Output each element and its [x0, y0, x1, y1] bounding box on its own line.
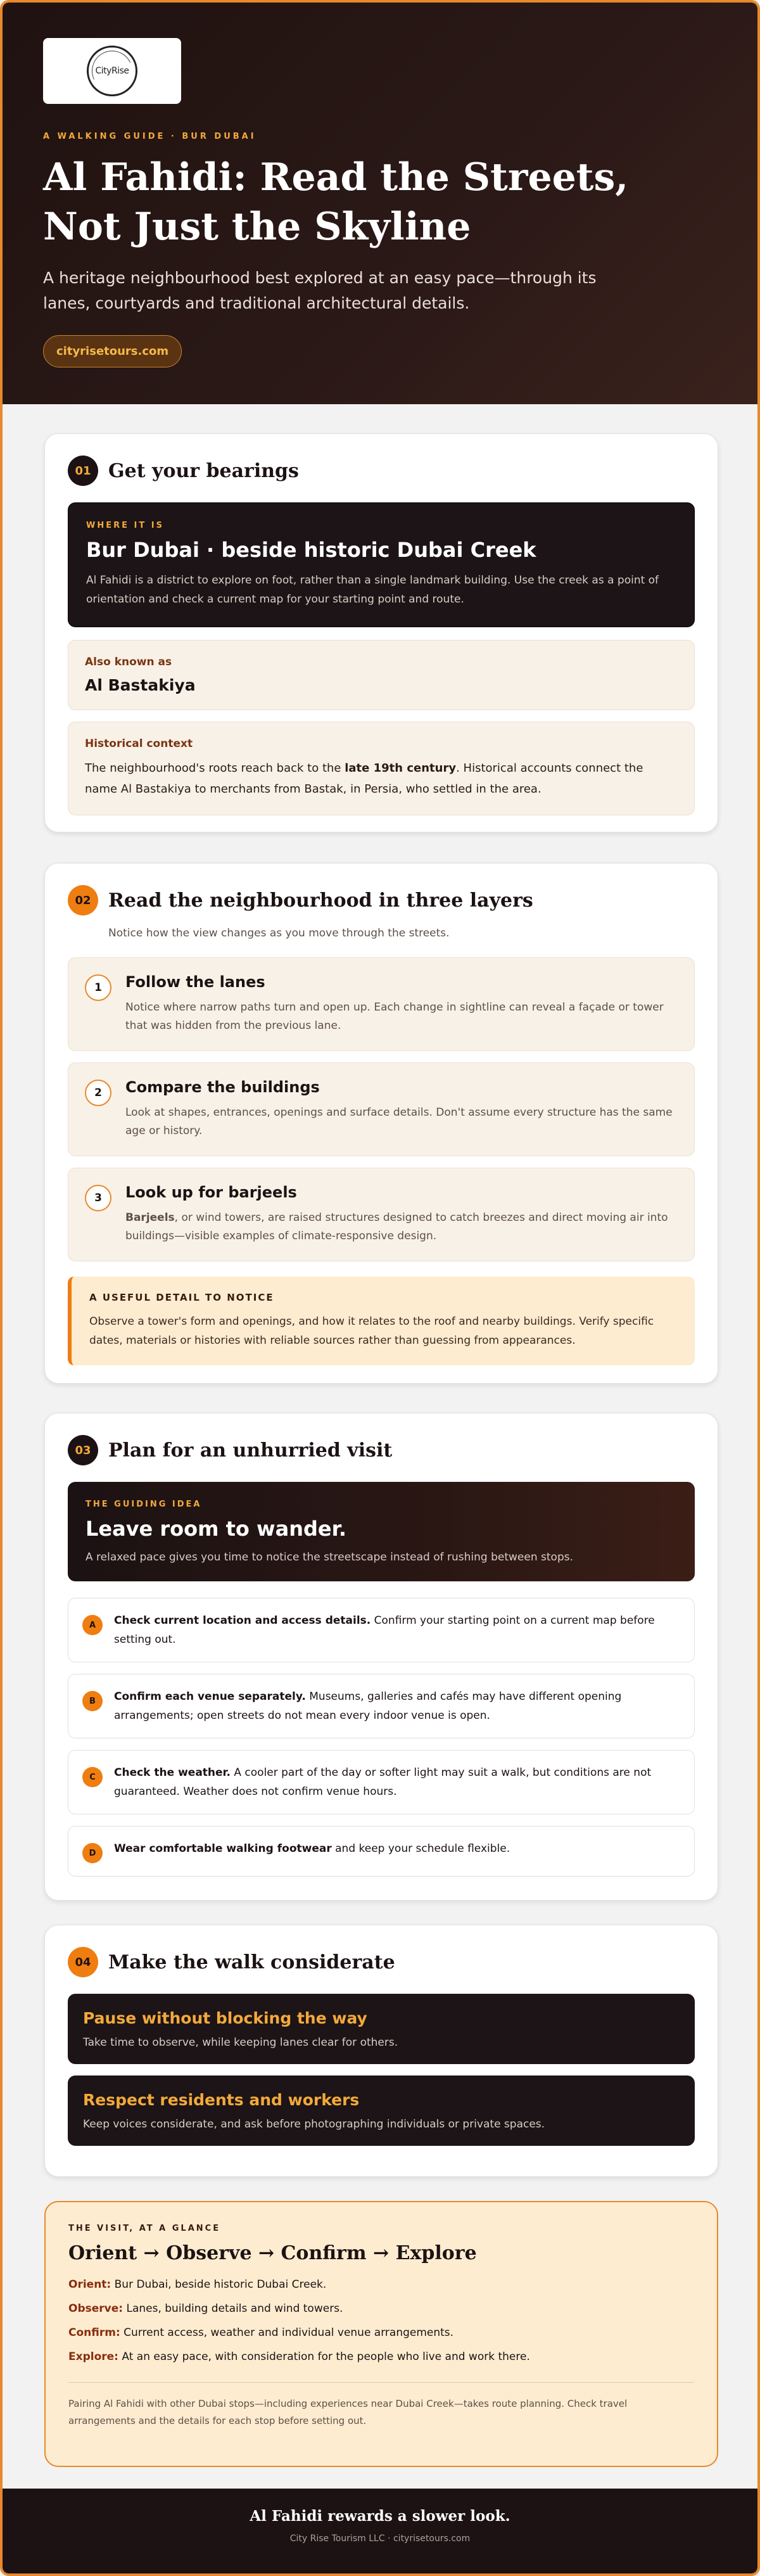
- checklist-rest: Museums, galleries and cafés may have different opening arrangements; open streets do not mean every indoor venue is open.: [114, 1690, 622, 1722]
- section-title: Get your bearings: [108, 459, 299, 482]
- hero-eyebrow: A WALKING GUIDE · BUR DUBAI: [43, 132, 256, 141]
- section-number: 03: [68, 1435, 98, 1465]
- glance-line-observe: [68, 2302, 694, 2315]
- glance-line-confirm: [68, 2326, 694, 2339]
- section-considerate-walk: [44, 1925, 718, 2177]
- glance-text: Lanes, building details and wind towers.: [123, 2302, 343, 2315]
- history-text-bold: late 19th century: [345, 762, 457, 775]
- section-get-your-bearings: [44, 433, 718, 832]
- section-header: [68, 1947, 695, 1977]
- section-header: [68, 456, 695, 486]
- checklist-item-a: [68, 1598, 695, 1662]
- glance-line-orient: [68, 2278, 694, 2291]
- glance-text: Current access, weather and individual venue arrangements.: [120, 2326, 454, 2339]
- logo[interactable]: [43, 38, 181, 104]
- section-title: Make the walk considerate: [108, 1951, 395, 1973]
- aka-value: Al Bastakiya: [85, 676, 196, 694]
- checklist-badge: A: [82, 1615, 103, 1635]
- checklist-badge: B: [82, 1691, 103, 1711]
- footer-tagline: Al Fahidi rewards a slower look.: [250, 2508, 510, 2525]
- footer: [3, 2489, 757, 2573]
- title-line-1: Al Fahidi: Read the Streets,: [43, 155, 629, 200]
- section-intro: Notice how the view changes as you move through the streets.: [108, 927, 450, 940]
- checklist-text: [114, 1687, 680, 1725]
- history-text: [85, 758, 678, 800]
- consideration-respect: [68, 2075, 695, 2146]
- consideration-pause: [68, 1994, 695, 2064]
- glance-label: Explore:: [68, 2350, 118, 2363]
- where-description: Al Fahidi is a district to explore on foot, rather than a single landmark building. Use the creek as a point of orientation and check a current map for your starting point and route.: [86, 574, 659, 606]
- step-desc: Notice where narrow paths turn and open up. Each change in sightline can reveal a façade or tower that was hidden from the previous lane.: [125, 1001, 664, 1032]
- section-title: Plan for an unhurried visit: [108, 1439, 393, 1462]
- history-label: Historical context: [85, 737, 193, 750]
- glance-label: Confirm:: [68, 2326, 120, 2339]
- checklist-bold: Check the weather.: [114, 1766, 231, 1779]
- section-header: [68, 1435, 695, 1465]
- section-number: 04: [68, 1947, 98, 1977]
- glance-label: Observe:: [68, 2302, 124, 2315]
- consideration-title: Pause without blocking the way: [83, 2009, 367, 2027]
- step-desc-bold: Barjeels: [125, 1211, 175, 1224]
- checklist-rest: Confirm your starting point on a current map before setting out.: [114, 1614, 655, 1646]
- step-desc-text: , or wind towers, are raised structures designed to catch breezes and direct moving air into buildings—visible examples of climate-responsive design.: [125, 1211, 668, 1242]
- checklist-text: [114, 1763, 680, 1801]
- consideration-title: Respect residents and workers: [83, 2091, 360, 2109]
- visit-at-a-glance: [44, 2201, 718, 2467]
- tip-eyebrow: A USEFUL DETAIL TO NOTICE: [89, 1292, 274, 1303]
- historical-context-box: [68, 722, 695, 815]
- step-desc: [125, 1209, 678, 1246]
- checklist-item-d: [68, 1826, 695, 1877]
- where-it-is-box: [68, 502, 695, 627]
- step-follow-lanes: [68, 957, 695, 1051]
- checklist-item-b: [68, 1674, 695, 1738]
- section-number: 01: [68, 456, 98, 486]
- step-compare-buildings: [68, 1062, 695, 1156]
- checklist-text: [114, 1611, 680, 1649]
- checklist-bold: Check current location and access details.: [114, 1614, 371, 1627]
- tip-text: Observe a tower's form and openings, and how it relates to the roof and nearby buildings. Verify specific dates, materials or histories with reliable sources rather than guessing from appearances.: [89, 1315, 654, 1347]
- useful-detail-callout: [68, 1277, 695, 1365]
- step-number: 3: [85, 1185, 111, 1211]
- consideration-desc: Take time to observe, while keeping lanes clear for others.: [83, 2036, 398, 2049]
- logo-text: CityRise: [95, 66, 129, 76]
- consideration-desc: Keep voices considerate, and ask before photographing individuals or private spaces.: [83, 2118, 545, 2131]
- section-header: [68, 885, 695, 915]
- divider: [68, 2382, 694, 2383]
- checklist-badge: C: [82, 1767, 103, 1787]
- checklist-bold: Wear comfortable walking footwear: [114, 1842, 332, 1855]
- step-number: 2: [85, 1080, 111, 1106]
- glance-line-explore: [68, 2350, 694, 2363]
- guide-heading: Leave room to wander.: [86, 1517, 346, 1541]
- glance-label: Orient:: [68, 2278, 111, 2291]
- title-line-2: Not Just the Skyline: [43, 205, 471, 249]
- step-title: Compare the buildings: [125, 1078, 320, 1096]
- hero-subtitle: A heritage neighbourhood best explored at an easy pace—through its lanes, courtyards and traditional architectural details.: [43, 269, 597, 312]
- guide-description: A relaxed pace gives you time to notice the streetscape instead of rushing between stops.: [86, 1551, 574, 1564]
- checklist-badge: D: [82, 1843, 103, 1863]
- checklist-item-c: [68, 1750, 695, 1814]
- glance-text: At an easy pace, with consideration for the people who live and work there.: [118, 2350, 530, 2363]
- checklist-text: [114, 1839, 510, 1858]
- aka-label: Also known as: [85, 656, 172, 668]
- where-heading: Bur Dubai · beside historic Dubai Creek: [86, 538, 536, 562]
- step-desc: Look at shapes, entrances, openings and surface details. Don't assume every structure has the same age or history.: [125, 1106, 673, 1137]
- checklist-rest: and keep your schedule flexible.: [331, 1842, 510, 1855]
- logo-mark: [87, 46, 137, 96]
- section-number: 02: [68, 885, 98, 915]
- glance-footnote: Pairing Al Fahidi with other Dubai stops—including experiences near Dubai Creek—takes route planning. Check travel arrangements and the details for each stop before setting out.: [68, 2398, 628, 2426]
- glance-text: Bur Dubai, beside historic Dubai Creek.: [111, 2278, 327, 2291]
- step-number: 1: [85, 974, 111, 1001]
- section-unhurried-visit: [44, 1413, 718, 1901]
- page-title: [43, 153, 717, 252]
- history-text-end: . Historical accounts connect the name Al Bastakiya to merchants from Bastak, in Persia, who settled in the area.: [85, 762, 643, 796]
- step-title: Follow the lanes: [125, 973, 265, 991]
- glance-eyebrow: THE VISIT, AT A GLANCE: [68, 2224, 221, 2233]
- step-title: Look up for barjeels: [125, 1183, 297, 1201]
- step-look-up-barjeels: [68, 1168, 695, 1261]
- where-eyebrow: WHERE IT IS: [86, 521, 164, 530]
- also-known-as-box: [68, 640, 695, 710]
- history-text-start: The neighbourhood's roots reach back to the: [85, 762, 345, 775]
- hero: [3, 3, 757, 404]
- section-three-layers: [44, 863, 718, 1384]
- checklist-bold: Confirm each venue separately.: [114, 1690, 306, 1703]
- footer-credit[interactable]: City Rise Tourism LLC · cityrisetours.com: [289, 2534, 471, 2544]
- guide-eyebrow: THE GUIDING IDEA: [86, 1500, 202, 1509]
- glance-title: Orient → Observe → Confirm → Explore: [68, 2242, 477, 2264]
- website-link[interactable]: cityrisetours.com: [43, 335, 182, 367]
- section-title: Read the neighbourhood in three layers: [108, 889, 533, 912]
- guiding-idea-box: [68, 1482, 695, 1581]
- checklist-rest: A cooler part of the day or softer light may suit a walk, but conditions are not guaranteed. Weather does not confirm venue hours.: [114, 1766, 652, 1798]
